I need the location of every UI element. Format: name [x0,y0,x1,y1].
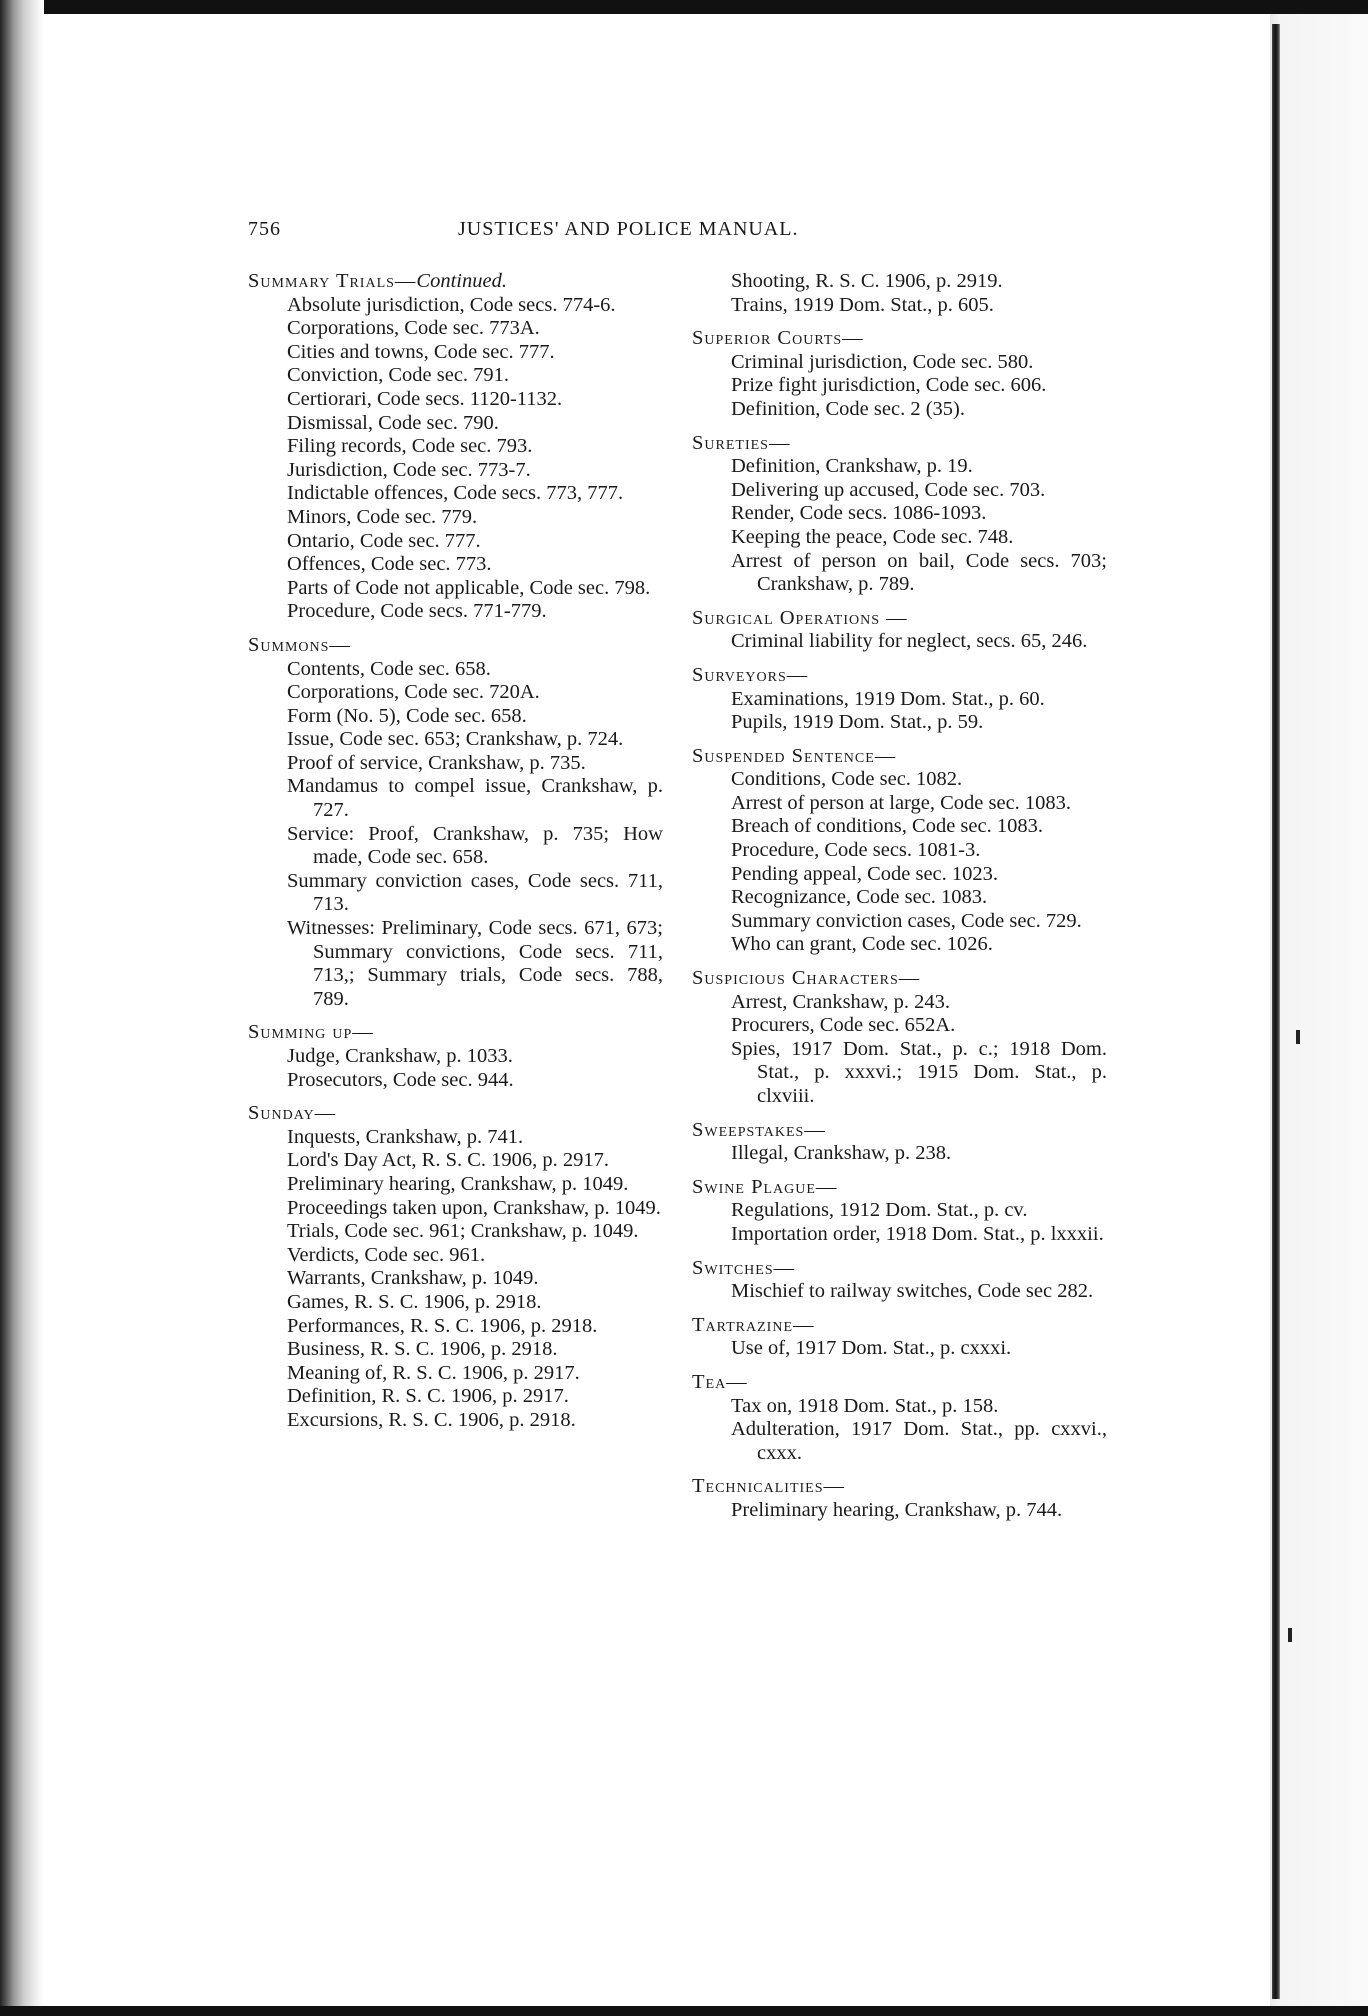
index-subentry: Spies, 1917 Dom. Stat., p. c.; 1918 Dom. Stat., p. xxxvi.; 1915 Dom. Stat., p. clxviii. [731,1037,1107,1107]
index-subentry: Tax on, 1918 Dom. Stat., p. 158. [731,1394,999,1417]
index-subentry: Business, R. S. C. 1906, p. 2918. [287,1338,558,1361]
index-subentry: Criminal jurisdiction, Code sec. 580. [731,350,1034,373]
index-heading-label: Switches— [692,1256,796,1279]
index-subentry: Excursions, R. S. C. 1906, p. 2918. [287,1408,576,1431]
index-heading [692,745,1107,769]
index-subentry: Inquests, Crankshaw, p. 741. [287,1125,524,1148]
index-heading-label: Tea— [692,1370,748,1393]
index-heading-label: Sureties— [692,431,791,454]
index-subentry: Delivering up accused, Code sec. 703. [731,478,1046,501]
index-column-right [692,270,1107,1523]
index-heading-label: Sweepstakes— [692,1118,826,1141]
index-subentry: Absolute jurisdiction, Code secs. 774-6. [287,293,616,316]
index-column-left [248,270,663,1433]
index-subentry: Contents, Code sec. 658. [287,657,491,680]
index-subentry: Performances, R. S. C. 1906, p. 2918. [287,1314,598,1337]
index-heading-label: Surveyors— [692,663,809,686]
gutter-mark [1296,1030,1300,1044]
index-heading-label: Summary Trials— [248,270,417,292]
index-subentry: Criminal liability for neglect, secs. 65, 246. [731,630,1088,653]
scan-top-border [0,0,1368,14]
page-right-margin [1270,14,1368,2006]
index-subentry: Mischief to railway switches, Code sec 282. [731,1280,1094,1303]
index-heading [692,327,1107,351]
index-heading-label: Summing up— [248,1021,374,1044]
index-subentry: Filing records, Code sec. 793. [287,435,533,458]
index-subentry: Shooting, R. S. C. 1906, p. 2919. [731,270,1003,292]
index-subentry: Lord's Day Act, R. S. C. 1906, p. 2917. [287,1149,610,1172]
index-heading-label: Technicalities— [692,1475,846,1498]
index-subentry: Conditions, Code sec. 1082. [731,768,963,791]
index-subentry: Pending appeal, Code sec. 1023. [731,862,999,885]
index-subentry: Preliminary hearing, Crankshaw, p. 744. [731,1498,1063,1521]
index-subentry: Breach of conditions, Code sec. 1083. [731,815,1043,838]
index-subentry: Corporations, Code sec. 773A. [287,317,540,340]
index-subentry: Summary conviction cases, Code sec. 729. [731,909,1082,932]
index-subentry: Definition, Crankshaw, p. 19. [731,455,973,478]
index-subentry: Arrest of person at large, Code sec. 1083. [731,791,1072,814]
gutter-mark [1288,1628,1292,1642]
continued-label: Continued. [416,270,507,292]
index-subentry: Procedure, Code secs. 771-779. [287,600,547,623]
book-gutter-line [1272,24,1280,1999]
index-subentry: Ontario, Code sec. 777. [287,529,481,552]
index-subentry: Indictable offences, Code secs. 773, 777. [287,482,624,505]
index-heading-label: Tartrazine— [692,1313,815,1336]
index-subentry: Form (No. 5), Code sec. 658. [287,704,527,727]
index-heading-label: Swine Plague— [692,1175,838,1198]
index-heading [248,1021,663,1045]
index-subentry: Recognizance, Code sec. 1083. [731,886,988,909]
index-subentry: Definition, R. S. C. 1906, p. 2917. [287,1385,569,1408]
index-subentry: Meaning of, R. S. C. 1906, p. 2917. [287,1361,580,1384]
index-subentry: Issue, Code sec. 653; Crankshaw, p. 724. [287,728,624,751]
index-subentry: Adulteration, 1917 Dom. Stat., pp. cxxvi., cxxx. [731,1418,1107,1464]
index-subentry: Keeping the peace, Code sec. 748. [731,525,1014,548]
index-heading [692,1314,1107,1338]
index-subentry: Examinations, 1919 Dom. Stat., p. 60. [731,687,1045,710]
index-subentry: Minors, Code sec. 779. [287,505,478,528]
index-heading [692,967,1107,991]
index-heading [248,634,663,658]
index-heading-label: Sunday— [248,1102,337,1125]
index-subentry: Witnesses: Preliminary, Code secs. 671, 673; Summary convictions, Code secs. 711, 713,; Summary trials, Code secs. 788, 789. [287,917,663,1010]
index-subentry: Certiorari, Code secs. 1120-1132. [287,387,563,410]
index-subentry: Trials, Code sec. 961; Crankshaw, p. 1049. [287,1220,639,1243]
index-subentry: Procurers, Code sec. 652A. [731,1014,956,1037]
index-subentry: Proof of service, Crankshaw, p. 735. [287,751,586,774]
index-heading [692,1257,1107,1281]
index-heading-label: Suspended Sentence— [692,744,897,767]
running-title: JUSTICES' AND POLICE MANUAL. [458,218,799,240]
index-heading [692,1176,1107,1200]
index-subentry: Illegal, Crankshaw, p. 238. [731,1142,952,1165]
index-subentry: Definition, Code sec. 2 (35). [731,397,965,420]
index-heading-label: Summons— [248,633,351,656]
index-subentry: Arrest of person on bail, Code secs. 703; Crankshaw, p. 789. [731,549,1107,596]
index-subentry: Preliminary hearing, Crankshaw, p. 1049. [287,1172,629,1195]
index-subentry: Conviction, Code sec. 791. [287,364,510,387]
index-subentry: Pupils, 1919 Dom. Stat., p. 59. [731,711,984,734]
index-subentry: Service: Proof, Crankshaw, p. 735; How made, Code sec. 658. [287,822,663,869]
index-subentry: Jurisdiction, Code sec. 773-7. [287,458,531,481]
index-subentry: Proceedings taken upon, Crankshaw, p. 1049. [287,1196,661,1219]
index-subentry: Who can grant, Code sec. 1026. [731,933,993,956]
index-subentry: Use of, 1917 Dom. Stat., p. cxxxi. [731,1337,1012,1360]
index-heading [692,432,1107,456]
index-heading [692,664,1107,688]
index-subentry: Games, R. S. C. 1906, p. 2918. [287,1290,542,1313]
index-subentry: Warrants, Crankshaw, p. 1049. [287,1267,539,1290]
index-subentry: Prosecutors, Code sec. 944. [287,1068,514,1091]
index-subentry: Procedure, Code secs. 1081-3. [731,839,981,862]
index-subentry: Arrest, Crankshaw, p. 243. [731,990,951,1013]
index-heading [692,1475,1107,1499]
index-subentry: Judge, Crankshaw, p. 1033. [287,1045,513,1067]
index-subentry: Corporations, Code sec. 720A. [287,681,540,704]
index-heading [692,1371,1107,1395]
index-subentry: Summary conviction cases, Code secs. 711, 713. [287,869,663,916]
index-heading [248,270,663,294]
index-heading-label: Surgical Operations — [692,606,908,629]
index-heading [692,607,1107,631]
index-subentry: Parts of Code not applicable, Code sec. 798. [287,576,651,599]
index-heading [692,1119,1107,1143]
index-subentry: Mandamus to compel issue, Crankshaw, p. 727. [287,775,663,822]
index-subentry: Render, Code secs. 1086-1093. [731,502,987,525]
index-subentry: Prize fight jurisdiction, Code sec. 606. [731,374,1047,397]
index-subentry: Verdicts, Code sec. 961. [287,1243,486,1266]
scan-bottom-border [0,2006,1368,2016]
index-subentry: Cities and towns, Code sec. 777. [287,340,555,363]
index-subentry: Dismissal, Code sec. 790. [287,411,499,434]
page-number: 756 [248,218,281,240]
index-heading [248,1102,663,1126]
book-binding-edge [0,0,44,2016]
index-subentry: Importation order, 1918 Dom. Stat., p. lxxxii. [731,1222,1104,1245]
index-heading-label: Superior Courts— [692,327,864,350]
index-subentry: Trains, 1919 Dom. Stat., p. 605. [731,293,994,316]
index-heading-label: Suspicious Characters— [692,967,921,990]
index-subentry: Offences, Code sec. 773. [287,553,492,576]
index-subentry: Regulations, 1912 Dom. Stat., p. cv. [731,1199,1028,1222]
page-header [248,218,878,248]
